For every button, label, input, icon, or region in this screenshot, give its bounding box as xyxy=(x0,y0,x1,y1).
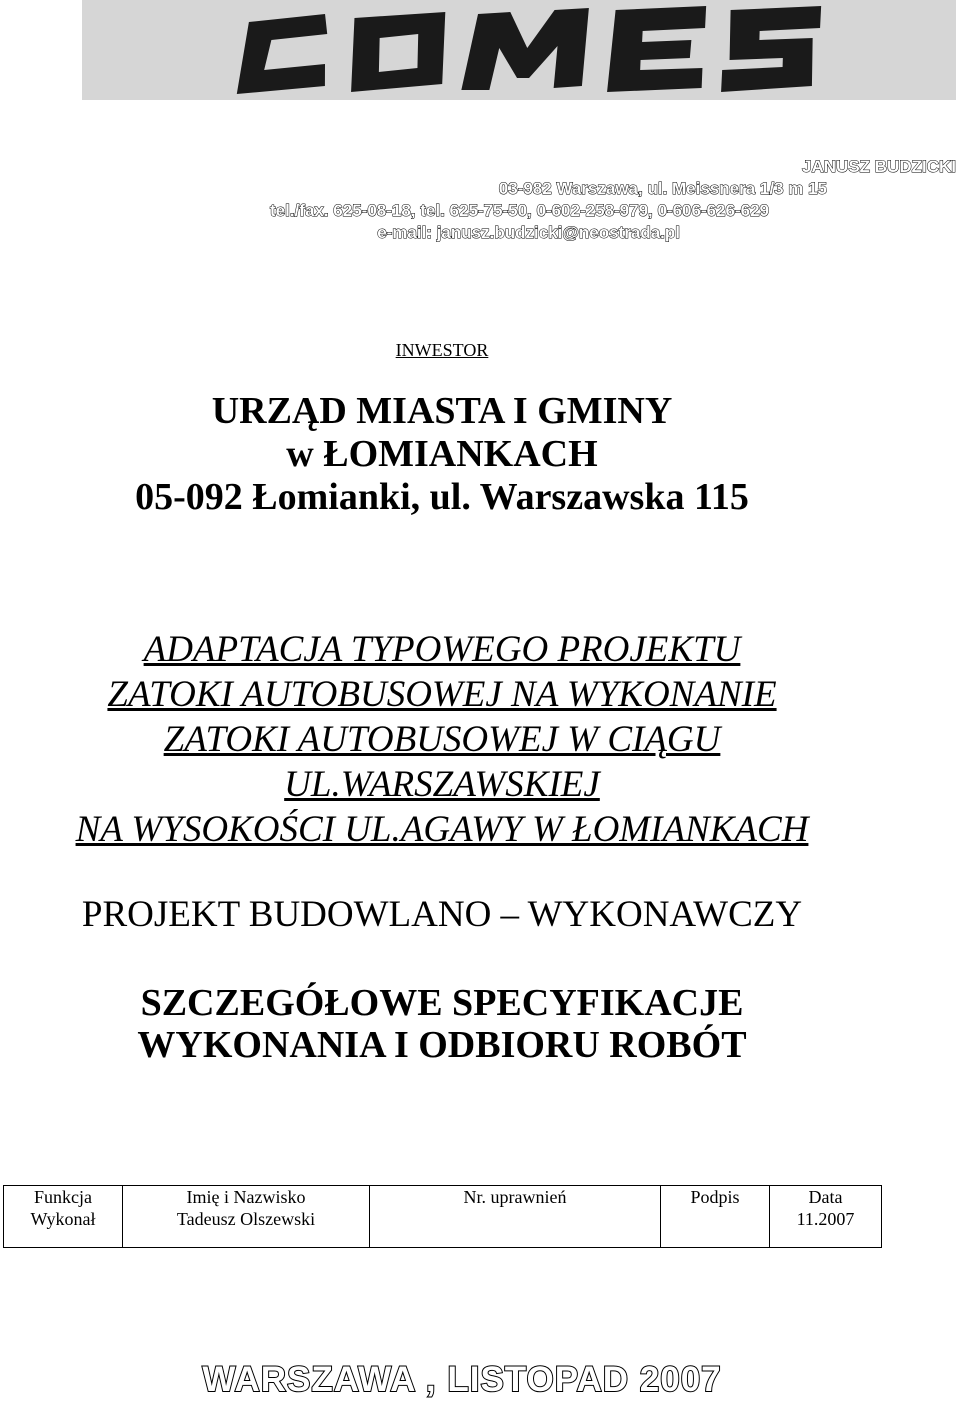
header-cell-signature: Podpis xyxy=(661,1186,770,1210)
investor-label: INWESTOR xyxy=(395,340,489,360)
contact-block xyxy=(270,156,956,244)
header-cell-name: Imię i Nazwisko xyxy=(123,1186,370,1210)
signature-table xyxy=(3,1185,882,1248)
spec-title-line1: SZCZEGÓŁOWE SPECYFIKACJE xyxy=(140,982,744,1024)
spec-title-line2: WYKONANIA I ODBIORU ROBÓT xyxy=(137,1024,747,1066)
specification-title xyxy=(0,982,884,1066)
header-cell-date: Data xyxy=(770,1186,882,1210)
project-type: PROJEKT BUDOWLANO – WYKONAWCZY xyxy=(81,894,803,935)
investor-name-line1: URZĄD MIASTA I GMINY xyxy=(211,390,673,432)
table-header-row xyxy=(4,1186,882,1210)
project-title-line: ZATOKI AUTOBUSOWEJ W CIĄGU xyxy=(163,719,721,760)
author-phones: tel./fax. 625-08-18, tel. 625-75-50, 0-602-258-979, 0-606-626-629 xyxy=(270,201,769,220)
author-name: JANUSZ BUDZICKI xyxy=(802,157,956,176)
table-row xyxy=(4,1209,882,1248)
author-address: 03-982 Warszawa, ul. Meissnera 1/3 m 15 xyxy=(498,179,827,198)
investor-address: 05-092 Łomianki, ul. Warszawska 115 xyxy=(135,476,749,518)
project-title xyxy=(0,627,884,852)
investor-name-line2: w ŁOMIANKACH xyxy=(286,433,598,475)
header-cell-license: Nr. uprawnień xyxy=(370,1186,661,1210)
project-title-line: NA WYSOKOŚCI UL.AGAWY W ŁOMIANKACH xyxy=(75,809,809,850)
place-and-date: WARSZAWA , LISTOPAD 2007 xyxy=(202,1360,722,1399)
cell-license xyxy=(370,1209,661,1248)
cell-date: 11.2007 xyxy=(770,1209,882,1248)
cell-name: Tadeusz Olszewski xyxy=(123,1209,370,1248)
company-logo xyxy=(82,0,956,100)
author-email: e-mail: janusz.budzicki@neostrada.pl xyxy=(377,223,680,242)
project-title-line: ADAPTACJA TYPOWEGO PROJEKTU xyxy=(143,629,741,670)
project-title-line: ZATOKI AUTOBUSOWEJ NA WYKONANIE xyxy=(107,674,777,715)
header-cell-function: Funkcja xyxy=(4,1186,123,1210)
investor-block xyxy=(0,390,884,519)
cell-function: Wykonał xyxy=(4,1209,123,1248)
project-title-line: UL.WARSZAWSKIEJ xyxy=(284,764,600,805)
cell-signature xyxy=(661,1209,770,1248)
